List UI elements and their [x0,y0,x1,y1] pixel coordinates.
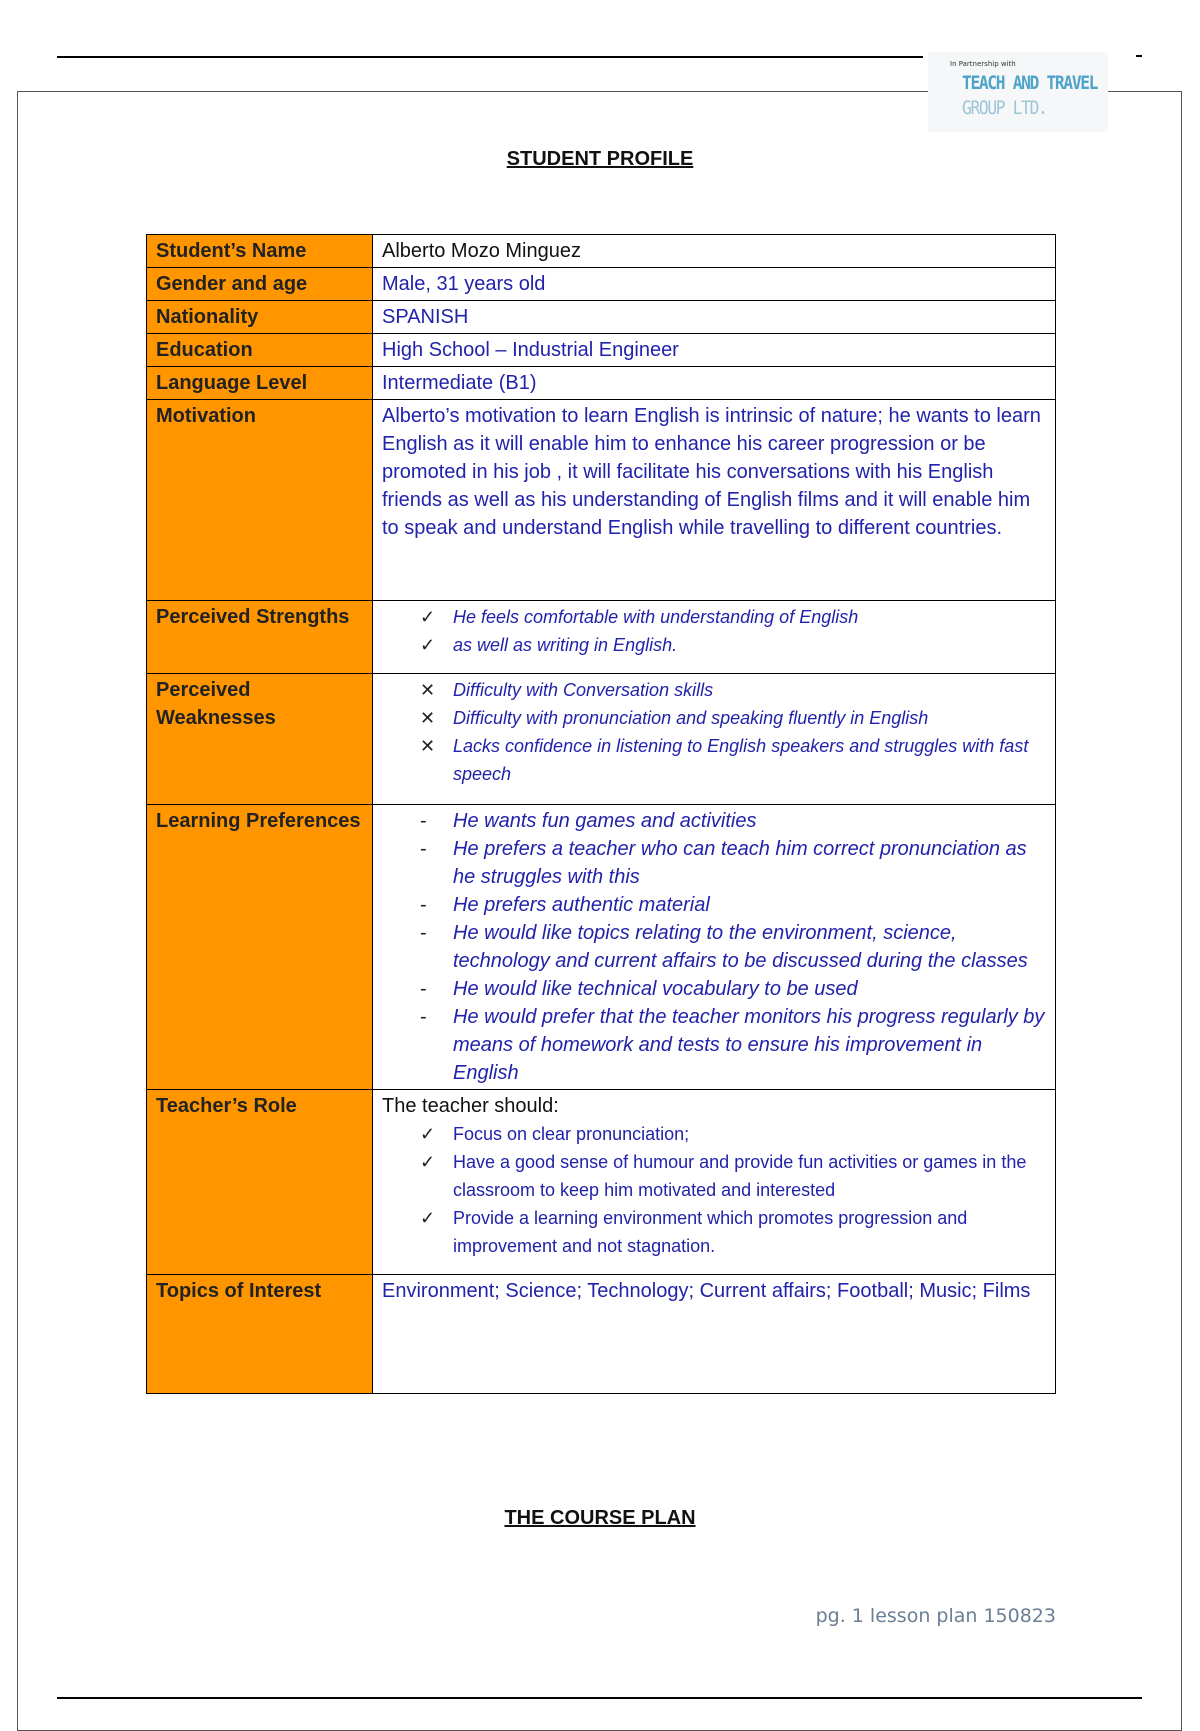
page-title: STUDENT PROFILE [506,148,694,170]
dash-icon: - [420,894,427,916]
motivation-value: Alberto’s motivation to learn English is intrinsic of nature; he wants to learn English as it will enable him to enhance his career progression or be promoted in his job , it will facilitate his conversations with his English friends as well as his understanding of English films and it will enable him to speak and understand English while travelling to different countries. [373,400,1056,601]
row-label: Perceived Weaknesses [147,674,373,805]
weaknesses-list [382,676,1046,788]
row-label: Education [147,334,373,367]
list-item: ✓ He feels comfortable with understanding of English [382,603,1046,631]
list-item: - He prefers a teacher who can teach him correct pronunciation as he struggles with this [382,835,1046,891]
row-value: SPANISH [373,301,1056,334]
logo-name-line1: TEACH AND TRAVEL [962,72,1098,94]
row-label: Learning Preferences [147,805,373,1090]
logo-name-line2: GROUP LTD. [962,97,1047,119]
logo-tagline: In Partnership with [950,60,1016,68]
course-plan-heading: THE COURSE PLAN [504,1507,696,1529]
dash-icon: - [420,978,427,1000]
dash-icon: - [420,810,427,832]
teacher-role-value [373,1090,1056,1275]
row-label: Gender and age [147,268,373,301]
row-label: Teacher’s Role [147,1090,373,1275]
list-item: - He would like topics relating to the environment, science, technology and current affairs to be discussed during the classes [382,919,1046,975]
cross-icon: ✕ [420,708,436,728]
header-dash [1136,55,1142,57]
student-profile-table [146,234,1056,1394]
list-item: ✕ Difficulty with Conversation skills [382,676,1046,704]
footer-rule [57,1697,1142,1699]
company-logo [928,52,1108,132]
list-item: ✓ Focus on clear pronunciation; [382,1120,1046,1148]
list-item: - He would prefer that the teacher monitors his progress regularly by means of homework and tests to ensure his improvement in English [382,1003,1046,1087]
row-label: Language Level [147,367,373,400]
table-row [147,268,1056,301]
list-item: ✓ Provide a learning environment which promotes progression and improvement and not stagnation. [382,1204,1046,1260]
table-row [147,601,1056,674]
list-item: - He wants fun games and activities [382,807,1046,835]
row-label: Student’s Name [147,235,373,268]
page-footer: pg. 1 lesson plan 150823 [815,1605,1056,1627]
row-value: Intermediate (B1) [373,367,1056,400]
weaknesses-value [373,674,1056,805]
row-value: Male, 31 years old [373,268,1056,301]
table-row [147,1090,1056,1275]
row-label: Topics of Interest [147,1275,373,1394]
cross-icon: ✕ [420,736,436,756]
header-rule [57,56,923,58]
row-value: High School – Industrial Engineer [373,334,1056,367]
table-row [147,235,1056,268]
row-label: Motivation [147,400,373,601]
strengths-list [382,603,1046,659]
row-label: Nationality [147,301,373,334]
table-row [147,674,1056,805]
teacher-role-list [382,1120,1046,1260]
preferences-list [382,807,1046,1087]
preferences-value [373,805,1056,1090]
list-item: ✕ Difficulty with pronunciation and speaking fluently in English [382,704,1046,732]
list-item: ✓ as well as writing in English. [382,631,1046,659]
dash-icon: - [420,1006,427,1028]
table-row [147,805,1056,1090]
cross-icon: ✕ [420,680,436,700]
check-icon: ✓ [420,1208,436,1228]
dash-icon: - [420,922,427,944]
check-icon: ✓ [420,635,436,655]
list-item: - He would like technical vocabulary to be used [382,975,1046,1003]
check-icon: ✓ [420,1124,436,1144]
table-row [147,1275,1056,1394]
row-label: Perceived Strengths [147,601,373,674]
list-item: - He prefers authentic material [382,891,1046,919]
list-item: ✓ Have a good sense of humour and provide fun activities or games in the classroom to keep him motivated and interested [382,1148,1046,1204]
list-item: ✕ Lacks confidence in listening to English speakers and struggles with fast speech [382,732,1046,788]
strengths-value [373,601,1056,674]
topics-value: Environment; Science; Technology; Current affairs; Football; Music; Films [373,1275,1056,1394]
check-icon: ✓ [420,1152,436,1172]
dash-icon: - [420,838,427,860]
table-row [147,334,1056,367]
check-icon: ✓ [420,607,436,627]
table-row [147,301,1056,334]
teacher-role-intro: The teacher should: [382,1095,559,1117]
table-row [147,367,1056,400]
row-value: Alberto Mozo Minguez [373,235,1056,268]
table-row [147,400,1056,601]
